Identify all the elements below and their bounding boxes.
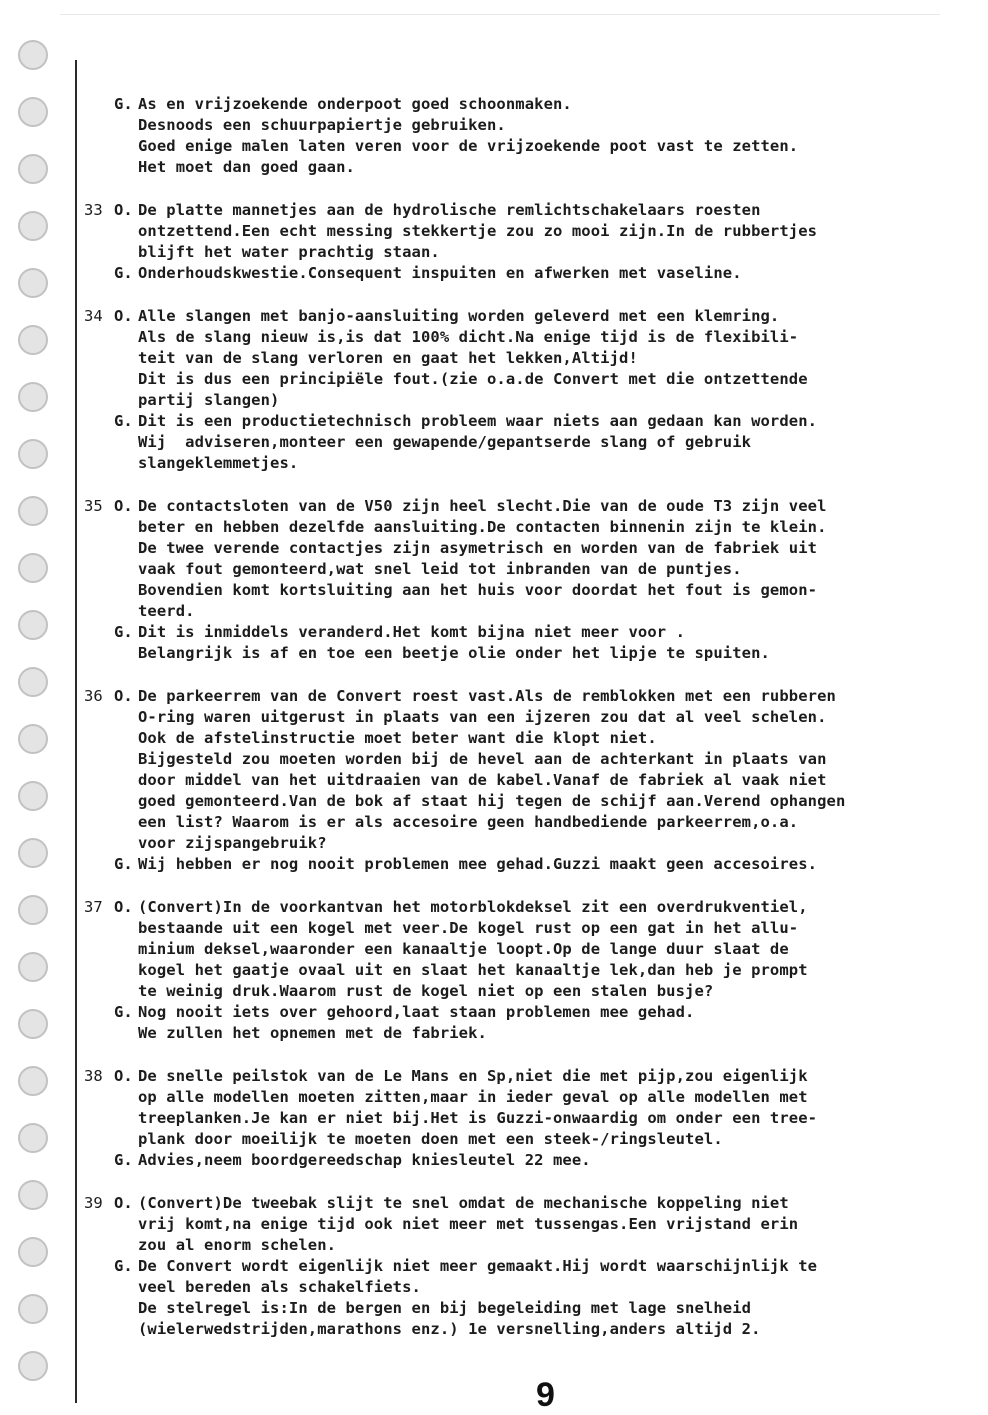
line-text: De contactsloten van de V50 zijn heel slecht.Die van de oude T3 zijn veel xyxy=(138,497,827,515)
line-text: ontzettend.Een echt messing stekkertje zou zo mooi zijn.In de rubbertjes xyxy=(138,222,818,240)
item-number: 36 xyxy=(84,687,103,705)
text-line xyxy=(84,263,964,284)
binding-hole xyxy=(18,952,48,982)
binding-hole xyxy=(18,1066,48,1096)
line-text: Belangrijk is af en toe een beetje olie onder het lipje te spuiten. xyxy=(138,644,770,662)
paragraph xyxy=(84,306,964,474)
line-text: Bijgesteld zou moeten worden bij de hevel aan de achterkant in plaats van xyxy=(138,750,827,768)
line-text: beter en hebben dezelfde aansluiting.De contacten binnenin zijn te klein. xyxy=(138,518,827,536)
line-text: blijft het water prachtig staan. xyxy=(138,243,440,261)
speaker-tag: O. xyxy=(114,687,133,705)
line-text: De platte mannetjes aan de hydrolische remlichtschakelaars roesten xyxy=(138,201,761,219)
text-line xyxy=(84,369,964,390)
binding-hole xyxy=(18,1237,48,1267)
paragraph xyxy=(84,1066,964,1171)
binding-hole xyxy=(18,154,48,184)
paragraph xyxy=(84,686,964,875)
text-line xyxy=(84,791,964,812)
line-text: Wij hebben er nog nooit problemen mee gehad.Guzzi maakt geen accesoires. xyxy=(138,855,818,873)
line-text: Goed enige malen laten veren voor de vrijzoekende poot vast te zetten. xyxy=(138,137,799,155)
speaker-tag: G. xyxy=(114,855,133,873)
binding-hole xyxy=(18,781,48,811)
line-text: plank door moeilijk te moeten doen met een steek-/ringsleutel. xyxy=(138,1130,723,1148)
line-text: Als de slang nieuw is,is dat 100% dicht.Na enige tijd is de flexibili- xyxy=(138,328,799,346)
text-line xyxy=(84,833,964,854)
speaker-tag: O. xyxy=(114,201,133,219)
text-line xyxy=(84,411,964,432)
text-line xyxy=(84,960,964,981)
text-line xyxy=(84,348,964,369)
text-line xyxy=(84,453,964,474)
line-text: teerd. xyxy=(138,602,195,620)
line-text: partij slangen) xyxy=(138,391,280,409)
text-line xyxy=(84,707,964,728)
document-body xyxy=(84,94,964,1349)
text-line xyxy=(84,1214,964,1235)
line-text: De snelle peilstok van de Le Mans en Sp,niet die met pijp,zou eigenlijk xyxy=(138,1067,808,1085)
text-line xyxy=(84,918,964,939)
text-line xyxy=(84,221,964,242)
line-text: Bovendien komt kortsluiting aan het huis voor doordat het fout is gemon- xyxy=(138,581,818,599)
binding-hole xyxy=(18,1294,48,1324)
text-line xyxy=(84,559,964,580)
paragraph xyxy=(84,94,964,178)
line-text: We zullen het opnemen met de fabriek. xyxy=(138,1024,487,1042)
line-text: minium deksel,waaronder een kanaaltje loopt.Op de lange duur slaat de xyxy=(138,940,789,958)
line-text: kogel het gaatje ovaal uit en slaat het kanaaltje lek,dan heb je prompt xyxy=(138,961,808,979)
line-text: Wij adviseren,monteer een gewapende/gepantserde slang of gebruik xyxy=(138,433,752,451)
margin-line xyxy=(75,60,77,1403)
line-text: vrij komt,na enige tijd ook niet meer met tussengas.Een vrijstand erin xyxy=(138,1215,799,1233)
line-text: Advies,neem boordgereedschap kniesleutel 22 mee. xyxy=(138,1151,591,1169)
text-line xyxy=(84,1256,964,1277)
line-text: treeplanken.Je kan er niet bij.Het is Guzzi-onwaardig om onder een tree- xyxy=(138,1109,818,1127)
line-text: (wielerwedstrijden,marathons enz.) 1e versnelling,anders altijd 2. xyxy=(138,1320,761,1338)
text-line xyxy=(84,1319,964,1340)
text-line xyxy=(84,200,964,221)
text-line xyxy=(84,601,964,622)
text-line xyxy=(84,897,964,918)
speaker-tag: G. xyxy=(114,623,133,641)
paragraph xyxy=(84,496,964,664)
item-number: 38 xyxy=(84,1067,103,1085)
text-line xyxy=(84,1002,964,1023)
binding-hole xyxy=(18,325,48,355)
item-number: 39 xyxy=(84,1194,103,1212)
line-text: teit van de slang verloren en gaat het lekken,Altijd! xyxy=(138,349,638,367)
line-text: O-ring waren uitgerust in plaats van een ijzeren zou dat al veel schelen. xyxy=(138,708,827,726)
line-text: bestaande uit een kogel met veer.De kogel rust op een gat in het allu- xyxy=(138,919,799,937)
binding-hole xyxy=(18,439,48,469)
line-text: Dit is een productietechnisch probleem waar niets aan gedaan kan worden. xyxy=(138,412,818,430)
text-line xyxy=(84,327,964,348)
text-line xyxy=(84,1108,964,1129)
binding-hole xyxy=(18,553,48,583)
text-line xyxy=(84,686,964,707)
speaker-tag: O. xyxy=(114,898,133,916)
binding-hole xyxy=(18,1351,48,1381)
text-line xyxy=(84,1066,964,1087)
text-line xyxy=(84,94,964,115)
speaker-tag: O. xyxy=(114,497,133,515)
line-text: zou al enorm schelen. xyxy=(138,1236,337,1254)
text-line xyxy=(84,1235,964,1256)
paragraph xyxy=(84,897,964,1044)
speaker-tag: O. xyxy=(114,1067,133,1085)
binding-hole xyxy=(18,268,48,298)
binding-hole xyxy=(18,382,48,412)
item-number: 34 xyxy=(84,307,103,325)
text-line xyxy=(84,1150,964,1171)
speaker-tag: G. xyxy=(114,264,133,282)
paragraph xyxy=(84,1193,964,1340)
speaker-tag: O. xyxy=(114,1194,133,1212)
text-line xyxy=(84,242,964,263)
text-line xyxy=(84,1087,964,1108)
binding-hole xyxy=(18,610,48,640)
binding-hole xyxy=(18,724,48,754)
line-text: As en vrijzoekende onderpoot goed schoonmaken. xyxy=(138,95,572,113)
binding-hole xyxy=(18,211,48,241)
binding-hole xyxy=(18,1009,48,1039)
scan-top-edge xyxy=(60,14,940,15)
binding-hole xyxy=(18,838,48,868)
speaker-tag: G. xyxy=(114,95,133,113)
line-text: Ook de afstelinstructie moet beter want die klopt niet. xyxy=(138,729,657,747)
text-line xyxy=(84,981,964,1002)
speaker-tag: O. xyxy=(114,307,133,325)
line-text: voor zijspangebruik? xyxy=(138,834,327,852)
text-line xyxy=(84,580,964,601)
text-line xyxy=(84,1277,964,1298)
text-line xyxy=(84,939,964,960)
text-line xyxy=(84,643,964,664)
item-number: 37 xyxy=(84,898,103,916)
text-line xyxy=(84,812,964,833)
binding-hole xyxy=(18,1123,48,1153)
text-line xyxy=(84,390,964,411)
line-text: Desnoods een schuurpapiertje gebruiken. xyxy=(138,116,506,134)
text-line xyxy=(84,496,964,517)
speaker-tag: G. xyxy=(114,412,133,430)
item-number: 33 xyxy=(84,201,103,219)
line-text: vaak fout gemonteerd,wat snel leid tot inbranden van de puntjes. xyxy=(138,560,742,578)
text-line xyxy=(84,728,964,749)
line-text: Nog nooit iets over gehoord,laat staan problemen mee gehad. xyxy=(138,1003,695,1021)
binding-holes xyxy=(18,40,54,1403)
text-line xyxy=(84,749,964,770)
line-text: De Convert wordt eigenlijk niet meer gemaakt.Hij wordt waarschijnlijk te xyxy=(138,1257,818,1275)
text-line xyxy=(84,1023,964,1044)
line-text: (Convert)In de voorkantvan het motorblokdeksel zit een overdrukventiel, xyxy=(138,898,808,916)
line-text: De parkeerrem van de Convert roest vast.Als de remblokken met een rubberen xyxy=(138,687,836,705)
text-line xyxy=(84,306,964,327)
binding-hole xyxy=(18,1180,48,1210)
line-text: te weinig druk.Waarom rust de kogel niet op een stalen busje? xyxy=(138,982,714,1000)
speaker-tag: G. xyxy=(114,1003,133,1021)
text-line xyxy=(84,1298,964,1319)
line-text: Dit is inmiddels veranderd.Het komt bijna niet meer voor . xyxy=(138,623,686,641)
speaker-tag: G. xyxy=(114,1257,133,1275)
line-text: Het moet dan goed gaan. xyxy=(138,158,355,176)
text-line xyxy=(84,517,964,538)
binding-hole xyxy=(18,40,48,70)
paragraph xyxy=(84,200,964,284)
line-text: door middel van het uitdraaien van de kabel.Vanaf de fabriek al vaak niet xyxy=(138,771,827,789)
line-text: (Convert)De tweebak slijt te snel omdat de mechanische koppeling niet xyxy=(138,1194,789,1212)
line-text: De stelregel is:In de bergen en bij begeleiding met lage snelheid xyxy=(138,1299,752,1317)
text-line xyxy=(84,136,964,157)
text-line xyxy=(84,538,964,559)
line-text: op alle modellen moeten zitten,maar in ieder geval op alle modellen met xyxy=(138,1088,808,1106)
text-line xyxy=(84,1129,964,1150)
line-text: een list? Waarom is er als accesoire geen handbediende parkeerrem,o.a. xyxy=(138,813,799,831)
line-text: Dit is dus een principiële fout.(zie o.a.de Convert met die ontzettende xyxy=(138,370,808,388)
text-line xyxy=(84,432,964,453)
line-text: Alle slangen met banjo-aansluiting worden geleverd met een klemring. xyxy=(138,307,780,325)
text-line xyxy=(84,770,964,791)
binding-hole xyxy=(18,496,48,526)
page-number: 9 xyxy=(536,1376,555,1414)
line-text: De twee verende contactjes zijn asymetrisch en worden van de fabriek uit xyxy=(138,539,818,557)
text-line xyxy=(84,115,964,136)
binding-hole xyxy=(18,97,48,127)
item-number: 35 xyxy=(84,497,103,515)
text-line xyxy=(84,854,964,875)
line-text: goed gemonteerd.Van de bok af staat hij tegen de schijf aan.Verend ophangen xyxy=(138,792,846,810)
line-text: Onderhoudskwestie.Consequent inspuiten en afwerken met vaseline. xyxy=(138,264,742,282)
text-line xyxy=(84,1193,964,1214)
line-text: slangeklemmetjes. xyxy=(138,454,299,472)
text-line xyxy=(84,622,964,643)
text-line xyxy=(84,157,964,178)
line-text: veel bereden als schakelfiets. xyxy=(138,1278,421,1296)
binding-hole xyxy=(18,667,48,697)
binding-hole xyxy=(18,895,48,925)
speaker-tag: G. xyxy=(114,1151,133,1169)
